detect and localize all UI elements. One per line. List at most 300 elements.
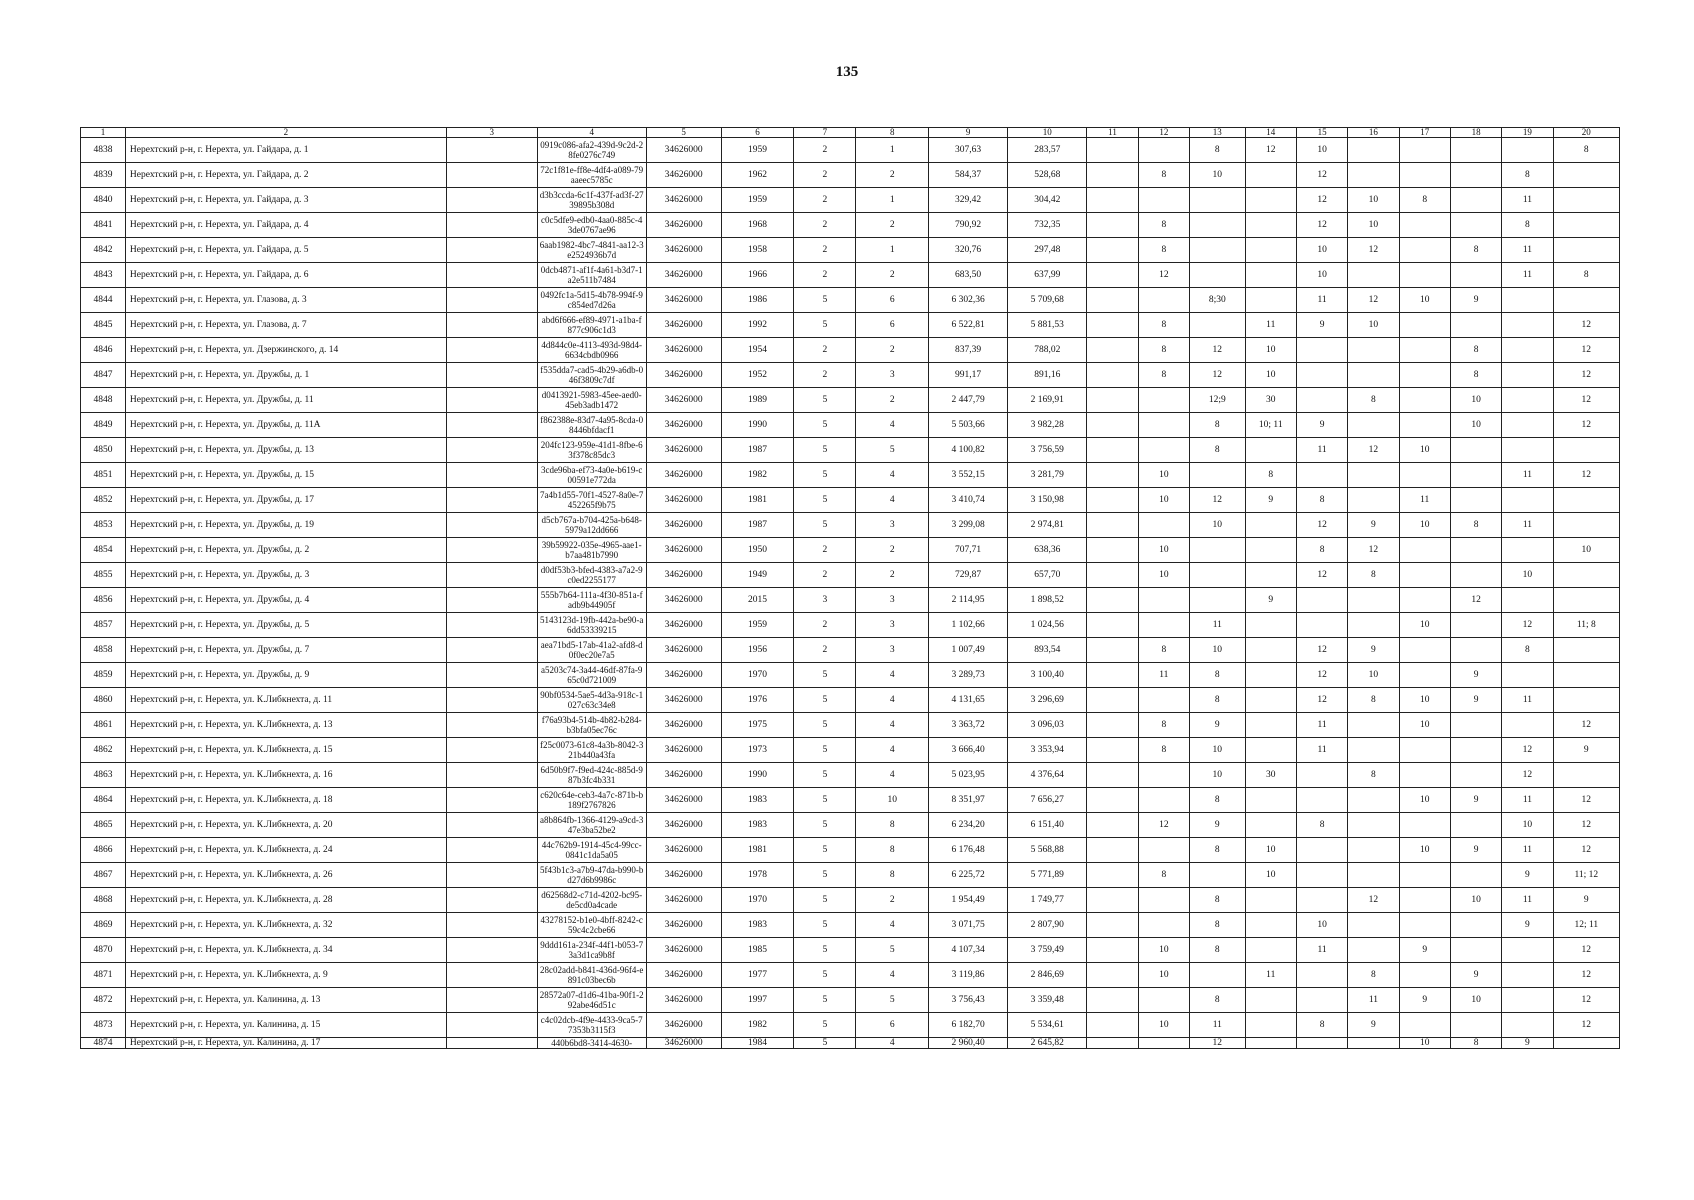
table-cell: 12 (1553, 338, 1619, 363)
table-cell (1348, 1038, 1399, 1049)
table-cell: 4864 (81, 788, 126, 813)
table-cell (1245, 988, 1296, 1013)
table-cell (1245, 788, 1296, 813)
table-cell: 4856 (81, 588, 126, 613)
table-cell: 11 (1502, 463, 1553, 488)
table-cell: 11 (1138, 663, 1189, 688)
column-header: 9 (929, 128, 1008, 138)
table-cell: 8 (1189, 988, 1245, 1013)
table-cell: 8 (1296, 538, 1347, 563)
table-cell: 12 (1189, 1038, 1245, 1049)
table-cell (1450, 813, 1501, 838)
table-cell: 10 (1138, 963, 1189, 988)
page-number: 135 (835, 64, 859, 80)
table-cell: 3 296,69 (1008, 688, 1087, 713)
table-cell (1189, 538, 1245, 563)
table-cell: 2 (856, 263, 929, 288)
table-cell (1138, 763, 1189, 788)
column-header: 15 (1296, 128, 1347, 138)
table-cell: 10 (1450, 388, 1501, 413)
table-cell: 4838 (81, 138, 126, 163)
table-cell: 11 (1245, 963, 1296, 988)
table-cell (1553, 488, 1619, 513)
table-cell: d62568d2-c71d-4202-bc95-de5cd0a4cade (537, 888, 646, 913)
table-cell: 8 (856, 838, 929, 863)
table-cell (1138, 988, 1189, 1013)
table-cell: 638,36 (1008, 538, 1087, 563)
table-cell: 4843 (81, 263, 126, 288)
table-cell: 1986 (721, 288, 794, 313)
table-cell: 4847 (81, 363, 126, 388)
table-cell: 5 (794, 963, 856, 988)
table-cell (1399, 463, 1450, 488)
table-cell (1138, 688, 1189, 713)
table-cell: 2 645,82 (1008, 1038, 1087, 1049)
table-cell: 3 119,86 (929, 963, 1008, 988)
table-cell: Нерехтский р-н, г. Нерехта, ул. Калинина, д. 15 (125, 1013, 446, 1038)
table-cell: 4863 (81, 763, 126, 788)
table-cell: 1982 (721, 463, 794, 488)
table-cell: c4c02dcb-4f9e-4433-9ca5-77353b3115f3 (537, 1013, 646, 1038)
table-cell: 34626000 (646, 363, 721, 388)
table-cell: 9 (1348, 513, 1399, 538)
table-cell: 30 (1245, 763, 1296, 788)
table-cell: Нерехтский р-н, г. Нерехта, ул. К.Либкнехта, д. 11 (125, 688, 446, 713)
table-cell: 11 (1296, 938, 1347, 963)
table-cell: 5 (794, 438, 856, 463)
table-cell: 555b7b64-111a-4f30-851a-fadb9b44905f (537, 588, 646, 613)
table-cell: 34626000 (646, 663, 721, 688)
table-cell (1348, 713, 1399, 738)
table-cell: 8 (1502, 638, 1553, 663)
table-cell: Нерехтский р-н, г. Нерехта, ул. Дружбы, д. 17 (125, 488, 446, 513)
table-cell: 8 (1450, 338, 1501, 363)
table-cell: 2 447,79 (929, 388, 1008, 413)
table-cell: 12 (1296, 513, 1347, 538)
table-cell: Нерехтский р-н, г. Нерехта, ул. Дружбы, д. 2 (125, 538, 446, 563)
table-row (81, 1013, 1620, 1038)
table-row (81, 138, 1620, 163)
table-cell: 9 (1502, 913, 1553, 938)
table-cell (1087, 388, 1138, 413)
table-cell (1502, 138, 1553, 163)
table-cell: 12 (1553, 813, 1619, 838)
table-cell: 1973 (721, 738, 794, 763)
table-cell: 8 (1189, 788, 1245, 813)
table-cell: 790,92 (929, 213, 1008, 238)
housing-register-table (80, 127, 1620, 1049)
table-cell (446, 363, 537, 388)
table-cell (1245, 263, 1296, 288)
table-cell: 11 (1502, 688, 1553, 713)
table-cell: 5 (794, 763, 856, 788)
table-cell: 2 846,69 (1008, 963, 1087, 988)
table-cell: 7a4b1d55-70f1-4527-8a0e-7452265f9b75 (537, 488, 646, 513)
table-cell: 12 (1553, 713, 1619, 738)
table-cell: 10 (1296, 263, 1347, 288)
table-cell (1502, 713, 1553, 738)
table-cell: 4 (856, 963, 929, 988)
table-cell: 8 (1138, 363, 1189, 388)
table-cell: 10 (1138, 463, 1189, 488)
table-cell: 4866 (81, 838, 126, 863)
table-cell (446, 488, 537, 513)
table-cell (1087, 363, 1138, 388)
table-cell (1450, 163, 1501, 188)
table-cell (1296, 463, 1347, 488)
table-cell: Нерехтский р-н, г. Нерехта, ул. К.Либкнехта, д. 16 (125, 763, 446, 788)
table-cell: d5cb767a-b704-425a-b648-5979a12dd666 (537, 513, 646, 538)
table-cell: 1 007,49 (929, 638, 1008, 663)
table-cell (1553, 763, 1619, 788)
table-cell: Нерехтский р-н, г. Нерехта, ул. Дружбы, д. 1 (125, 363, 446, 388)
table-cell: 3cde96ba-ef73-4a0e-b619-c00591e772da (537, 463, 646, 488)
table-cell: 8 (1138, 863, 1189, 888)
table-cell (1450, 263, 1501, 288)
table-cell: 2 (856, 388, 929, 413)
table-cell: 28c02add-b841-436d-96f4-e891c03bec6b (537, 963, 646, 988)
table-cell (1553, 163, 1619, 188)
table-cell (1189, 263, 1245, 288)
table-cell (1189, 563, 1245, 588)
table-cell: 4849 (81, 413, 126, 438)
table-cell: 4853 (81, 513, 126, 538)
table-cell: 307,63 (929, 138, 1008, 163)
table-cell: 1 (856, 188, 929, 213)
table-cell: 3 (856, 638, 929, 663)
table-row (81, 438, 1620, 463)
table-cell: 12 (1348, 538, 1399, 563)
table-cell (1245, 1038, 1296, 1049)
table-cell (1450, 638, 1501, 663)
table-cell: 8 (1138, 213, 1189, 238)
column-header: 2 (125, 128, 446, 138)
table-cell: 732,35 (1008, 213, 1087, 238)
table-cell: 5 (794, 938, 856, 963)
table-cell: 6 151,40 (1008, 813, 1087, 838)
table-cell: 4 (856, 713, 929, 738)
table-cell: Нерехтский р-н, г. Нерехта, ул. Дружбы, д. 5 (125, 613, 446, 638)
table-cell (1450, 188, 1501, 213)
table-row (81, 538, 1620, 563)
table-cell: 12 (1296, 163, 1347, 188)
table-cell: 90bf0534-5ae5-4d3a-918c-1027c63c34e8 (537, 688, 646, 713)
table-cell (1502, 438, 1553, 463)
table-cell: 8 (1399, 188, 1450, 213)
table-cell: 34626000 (646, 388, 721, 413)
table-cell: 3 756,43 (929, 988, 1008, 1013)
table-cell: Нерехтский р-н, г. Нерехта, ул. Дружбы, д. 3 (125, 563, 446, 588)
table-cell: 5 534,61 (1008, 1013, 1087, 1038)
table-cell: 10 (1245, 863, 1296, 888)
table-cell (1245, 213, 1296, 238)
table-cell (1502, 413, 1553, 438)
table-row (81, 588, 1620, 613)
table-cell: 1949 (721, 563, 794, 588)
table-cell: 6 522,81 (929, 313, 1008, 338)
table-body (81, 138, 1620, 1049)
table-cell: 11 (1502, 263, 1553, 288)
table-cell: 34626000 (646, 913, 721, 938)
table-cell: 2 (794, 263, 856, 288)
table-cell: aea71bd5-17ab-41a2-afd8-d0f0ec20e7a5 (537, 638, 646, 663)
table-cell (1245, 613, 1296, 638)
table-cell: 4872 (81, 988, 126, 1013)
table-cell: 43278152-b1e0-4bff-8242-c59c4c2cbe66 (537, 913, 646, 938)
table-cell: 9 (1450, 788, 1501, 813)
table-cell: 9 (1553, 888, 1619, 913)
table-cell: 9 (1245, 488, 1296, 513)
table-cell (1348, 488, 1399, 513)
table-cell: 34626000 (646, 588, 721, 613)
table-cell: 8 (1138, 713, 1189, 738)
table-cell: 4 100,82 (929, 438, 1008, 463)
table-cell: d0df53b3-bfed-4383-a7a2-9c0ed2255177 (537, 563, 646, 588)
table-cell: 2 (794, 613, 856, 638)
table-cell: 2 114,95 (929, 588, 1008, 613)
table-cell: 4 (856, 913, 929, 938)
table-cell (1296, 388, 1347, 413)
table-cell (1502, 313, 1553, 338)
table-cell: 3 (856, 588, 929, 613)
table-cell (1245, 663, 1296, 688)
table-cell: 8 351,97 (929, 788, 1008, 813)
table-cell (1245, 1013, 1296, 1038)
table-cell: 204fc123-959e-41d1-8fbe-63f378c85dc3 (537, 438, 646, 463)
column-header: 20 (1553, 128, 1619, 138)
table-cell: 8 (1138, 738, 1189, 763)
table-cell: 8 (1450, 363, 1501, 388)
table-cell: 4 376,64 (1008, 763, 1087, 788)
table-cell: 8 (1189, 413, 1245, 438)
table-cell: 12 (1553, 938, 1619, 963)
table-cell (446, 188, 537, 213)
table-cell: 10 (1296, 913, 1347, 938)
table-cell: Нерехтский р-н, г. Нерехта, ул. Дружбы, д. 4 (125, 588, 446, 613)
table-cell (1348, 788, 1399, 813)
table-cell (1189, 463, 1245, 488)
table-cell (1553, 288, 1619, 313)
table-cell (1245, 813, 1296, 838)
table-cell: 10 (1348, 213, 1399, 238)
table-cell: 3 552,15 (929, 463, 1008, 488)
table-cell (446, 213, 537, 238)
table-cell: 10 (1138, 938, 1189, 963)
table-cell: 3 150,98 (1008, 488, 1087, 513)
table-cell: Нерехтский р-н, г. Нерехта, ул. Дружбы, д. 11А (125, 413, 446, 438)
table-cell: 5 (794, 688, 856, 713)
table-cell: Нерехтский р-н, г. Нерехта, ул. Дзержинского, д. 14 (125, 338, 446, 363)
table-cell: 5 (794, 663, 856, 688)
table-cell (1399, 338, 1450, 363)
table-cell: 3 (856, 513, 929, 538)
table-cell: 8 (1189, 938, 1245, 963)
table-cell: 1977 (721, 963, 794, 988)
table-row (81, 938, 1620, 963)
table-row (81, 888, 1620, 913)
table-cell: 4870 (81, 938, 126, 963)
table-cell: 6 182,70 (929, 1013, 1008, 1038)
table-cell (1399, 963, 1450, 988)
table-cell (1399, 313, 1450, 338)
table-cell: 4860 (81, 688, 126, 713)
column-header: 11 (1087, 128, 1138, 138)
table-cell: 10 (1399, 713, 1450, 738)
table-cell (1245, 163, 1296, 188)
table-cell: 10 (1348, 188, 1399, 213)
table-cell (1348, 813, 1399, 838)
table-cell: 8 (856, 813, 929, 838)
table-cell: 12 (1553, 1013, 1619, 1038)
table-cell (1399, 663, 1450, 688)
table-cell: 11 (1502, 513, 1553, 538)
table-cell: c0c5dfe9-edb0-4aa0-885c-43de0767ae96 (537, 213, 646, 238)
table-cell: 11 (1245, 313, 1296, 338)
table-cell (446, 538, 537, 563)
table-cell: 8 (1296, 813, 1347, 838)
table-cell: 0dcb4871-af1f-4a61-b3d7-1a2e511b7484 (537, 263, 646, 288)
table-cell: 9 (1450, 663, 1501, 688)
table-cell: f25c0073-61c8-4a3b-8042-321b440a43fa (537, 738, 646, 763)
table-cell: 12 (1348, 238, 1399, 263)
table-cell (446, 788, 537, 813)
table-cell: 1 (856, 238, 929, 263)
table-cell: 10 (1189, 638, 1245, 663)
column-header: 14 (1245, 128, 1296, 138)
table-cell: 8 (1450, 238, 1501, 263)
table-cell: 34626000 (646, 963, 721, 988)
table-cell: 3 410,74 (929, 488, 1008, 513)
table-cell: 12 (1296, 188, 1347, 213)
table-cell (446, 813, 537, 838)
table-row (81, 263, 1620, 288)
table-cell: 1 024,56 (1008, 613, 1087, 638)
table-cell: 2 (794, 563, 856, 588)
table-cell (1450, 438, 1501, 463)
table-cell: 34626000 (646, 813, 721, 838)
table-cell (1348, 463, 1399, 488)
table-cell (1245, 913, 1296, 938)
table-cell (446, 238, 537, 263)
table-cell (1296, 588, 1347, 613)
table-cell: Нерехтский р-н, г. Нерехта, ул. К.Либкнехта, д. 9 (125, 963, 446, 988)
table-cell: 34626000 (646, 263, 721, 288)
table-cell: 283,57 (1008, 138, 1087, 163)
table-cell: 34626000 (646, 538, 721, 563)
table-cell (1087, 213, 1138, 238)
table-cell: 4840 (81, 188, 126, 213)
table-cell: 10; 11 (1245, 413, 1296, 438)
table-row (81, 188, 1620, 213)
table-cell: 28572a07-d1d6-41ba-90f1-292abe46d51c (537, 988, 646, 1013)
table-cell: 10 (1553, 538, 1619, 563)
table-cell (1399, 588, 1450, 613)
table-cell: 10 (1245, 838, 1296, 863)
table-cell: 12 (1245, 138, 1296, 163)
table-cell: 5 023,95 (929, 763, 1008, 788)
table-cell (1189, 238, 1245, 263)
table-cell: 12 (1553, 363, 1619, 388)
table-cell (1189, 863, 1245, 888)
table-cell: 8 (1348, 763, 1399, 788)
table-cell (1348, 363, 1399, 388)
table-cell: 4 (856, 488, 929, 513)
table-cell (1399, 763, 1450, 788)
table-cell: 1954 (721, 338, 794, 363)
table-cell (1348, 738, 1399, 763)
table-cell: 8 (1138, 338, 1189, 363)
column-header: 4 (537, 128, 646, 138)
table-cell: 1997 (721, 988, 794, 1013)
table-cell: 1966 (721, 263, 794, 288)
table-cell (446, 263, 537, 288)
table-cell: 893,54 (1008, 638, 1087, 663)
table-cell: 12 (1296, 213, 1347, 238)
table-cell: 1959 (721, 138, 794, 163)
table-cell (1348, 938, 1399, 963)
table-cell: 3 (794, 588, 856, 613)
table-cell (1087, 813, 1138, 838)
table-cell: 2 (794, 213, 856, 238)
table-cell: 11 (1296, 713, 1347, 738)
table-cell: 4 (856, 763, 929, 788)
table-cell: 10 (1399, 438, 1450, 463)
table-cell (1296, 838, 1347, 863)
table-cell: 8 (1348, 688, 1399, 713)
table-cell: 3 759,49 (1008, 938, 1087, 963)
table-row (81, 663, 1620, 688)
table-cell: 12;9 (1189, 388, 1245, 413)
table-cell: Нерехтский р-н, г. Нерехта, ул. К.Либкнехта, д. 28 (125, 888, 446, 913)
table-row (81, 563, 1620, 588)
table-cell: 4871 (81, 963, 126, 988)
column-header: 7 (794, 128, 856, 138)
table-cell: 0492fc1a-5d15-4b78-994f-9c854ed7d26a (537, 288, 646, 313)
table-cell: 5 (794, 388, 856, 413)
table-cell: 34626000 (646, 313, 721, 338)
table-cell (446, 663, 537, 688)
table-cell (1189, 313, 1245, 338)
table-cell: 10 (1399, 1038, 1450, 1049)
table-cell (1553, 638, 1619, 663)
table-cell (1348, 413, 1399, 438)
table-cell: 12 (1348, 888, 1399, 913)
table-cell: 5 568,88 (1008, 838, 1087, 863)
table-row (81, 513, 1620, 538)
table-cell: 4 (856, 1038, 929, 1049)
table-cell: 9 (1553, 738, 1619, 763)
table-row (81, 488, 1620, 513)
table-cell (1087, 163, 1138, 188)
table-cell (1348, 138, 1399, 163)
table-cell: 304,42 (1008, 188, 1087, 213)
table-cell: 5 (794, 988, 856, 1013)
table-cell (446, 938, 537, 963)
table-cell (1450, 313, 1501, 338)
table-cell (1502, 388, 1553, 413)
table-cell: 5 (794, 488, 856, 513)
table-cell: 5 (856, 938, 929, 963)
table-cell (1087, 263, 1138, 288)
table-cell: 10 (1399, 688, 1450, 713)
table-cell: 12 (1138, 813, 1189, 838)
table-cell: 8;30 (1189, 288, 1245, 313)
table-cell: 4846 (81, 338, 126, 363)
table-cell (1138, 138, 1189, 163)
table-cell (1399, 888, 1450, 913)
table-cell: 12 (1189, 488, 1245, 513)
table-cell: 1952 (721, 363, 794, 388)
